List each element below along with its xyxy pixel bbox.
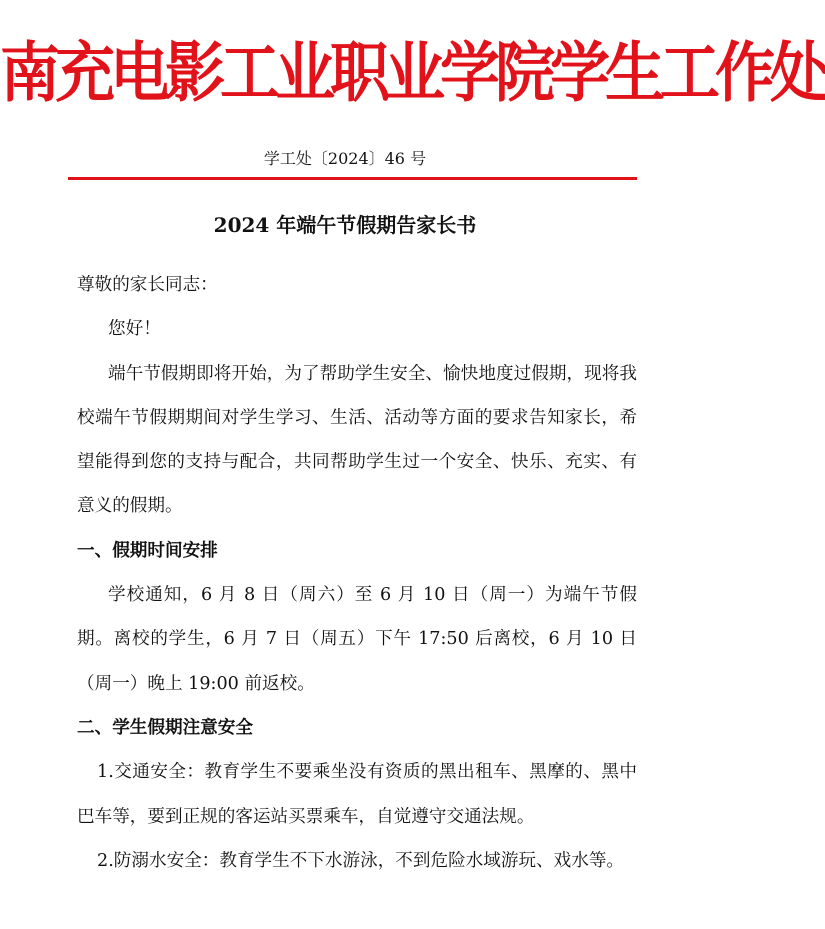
safety-item-traffic: 1.交通安全：教育学生不要乘坐没有资质的黑出租车、黑摩的、黑中巴车等，要到正规的客运站买票乘车，自觉遵守交通法规。 — [77, 762, 637, 827]
red-divider-line — [68, 177, 637, 180]
section-heading-schedule: 一、假期时间安排 — [77, 540, 218, 561]
greeting: 您好！ — [108, 319, 161, 340]
document-title: 2024 年端午节假期告家长书 — [213, 213, 477, 237]
document-body — [77, 263, 637, 883]
salutation: 尊敬的家长同志： — [77, 275, 218, 295]
section-heading-safety: 二、学生假期注意安全 — [77, 717, 253, 738]
schedule-paragraph: 学校通知，6 月 8 日（周六）至 6 月 10 日（周一）为端午节假期。离校的学生，6 月 7 日（周五）下午 17:50 后离校，6 月 10 日（周一）晚上 19:00 前返校。 — [77, 585, 637, 694]
safety-item-drowning: 2.防溺水安全：教育学生不下水游泳，不到危险水域游玩、戏水等。 — [97, 850, 625, 871]
document-number: 学工处〔2024〕46 号 — [263, 149, 427, 168]
letterhead-org-name: 南充电影工业职业学院学生工作处 — [0, 35, 825, 112]
intro-paragraph: 端午节假期即将开始，为了帮助学生安全、愉快地度过假期，现将我校端午节假期期间对学生学习、生活、活动等方面的要求告知家长，希望能得到您的支持与配合，共同帮助学生过一个安全、快乐、充实、有意义的假期。 — [77, 363, 637, 517]
